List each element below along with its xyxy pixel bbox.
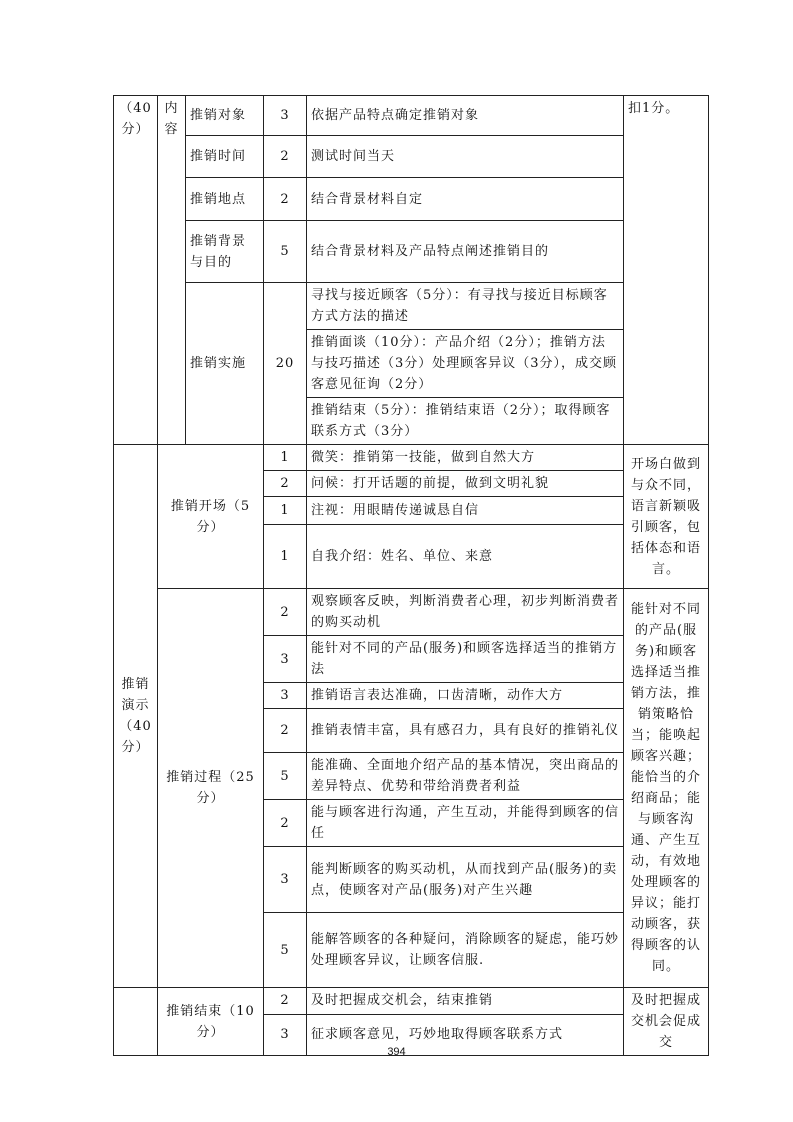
desc-cell: 能准确、全面地介绍产品的基本情况，突出商品的差异特点、优势和带给消费者利益 [307, 753, 624, 800]
desc-cell: 注视：用眼睛传递诚恳自信 [307, 497, 624, 525]
section2-outer-label: 推销演示（40分） [114, 445, 158, 988]
score-cell: 5 [264, 753, 307, 800]
score-cell: 5 [264, 913, 307, 988]
score-cell: 1 [264, 497, 307, 525]
group-label-opening: 推销开场（5分） [158, 445, 264, 589]
desc-cell: 微笑：推销第一技能，做到自然大方 [307, 445, 624, 471]
desc-cell: 征求顾客意见，巧妙地取得顾客联系方式 [307, 1014, 624, 1055]
item-label: 推销时间 [186, 136, 264, 178]
desc-cell: 自我介绍：姓名、单位、来意 [307, 525, 624, 589]
desc-cell: 观察顾客反映，判断消费者心理，初步判断消费者的购买动机 [307, 589, 624, 636]
desc-cell: 结合背景材料及产品特点阐述推销目的 [307, 221, 624, 283]
score-cell: 20 [264, 283, 307, 445]
score-cell: 3 [264, 683, 307, 709]
score-cell: 2 [264, 709, 307, 753]
section1-outer-label: （40分） [114, 96, 158, 445]
desc-cell: 能判断顾客的购买动机，从而找到产品(服务)的卖点，使顾客对产品(服务)对产生兴趣 [307, 847, 624, 913]
score-cell: 2 [264, 988, 307, 1015]
section1-inner-label: 内容 [158, 96, 186, 445]
score-cell: 5 [264, 221, 307, 283]
item-label: 推销背景与目的 [186, 221, 264, 283]
page-number: 394 [387, 1046, 406, 1058]
item-label: 推销实施 [186, 283, 264, 445]
score-cell: 2 [264, 136, 307, 178]
desc-cell: 及时把握成交机会，结束推销 [307, 988, 624, 1015]
score-cell: 2 [264, 800, 307, 847]
score-cell: 3 [264, 847, 307, 913]
group-note-opening: 开场白做到与众不同，语言新颖吸引顾客，包括体态和语言。 [624, 445, 709, 589]
score-cell: 2 [264, 471, 307, 497]
desc-cell: 推销语言表达准确，口齿清晰，动作大方 [307, 683, 624, 709]
desc-cell: 结合背景材料自定 [307, 178, 624, 221]
group-label-closing: 推销结束（10分） [158, 988, 264, 1056]
desc-cell: 推销面谈（10分）：产品介绍（2分）；推销方法与技巧描述（3分）处理顾客异议（3分），成交顾客意见征询（2分） [307, 330, 624, 398]
score-cell: 1 [264, 445, 307, 471]
score-cell: 3 [264, 96, 307, 136]
desc-cell: 推销表情丰富，具有感召力，具有良好的推销礼仪 [307, 709, 624, 753]
score-cell: 1 [264, 525, 307, 589]
scoring-table [113, 95, 709, 1056]
desc-cell: 能解答顾客的各种疑问，消除顾客的疑虑，能巧妙处理顾客异议，让顾客信服. [307, 913, 624, 988]
desc-cell: 推销结束（5分）：推销结束语（2分）；取得顾客联系方式（3分） [307, 398, 624, 445]
desc-cell: 测试时间当天 [307, 136, 624, 178]
group-label-process: 推销过程（25分） [158, 589, 264, 988]
desc-cell: 能与顾客进行沟通，产生互动，并能得到顾客的信任 [307, 800, 624, 847]
score-cell: 2 [264, 178, 307, 221]
item-label: 推销地点 [186, 178, 264, 221]
desc-cell: 依据产品特点确定推销对象 [307, 96, 624, 136]
section1-note: 扣1分。 [624, 96, 709, 445]
group-note-closing: 及时把握成交机会促成交 [624, 988, 709, 1056]
score-cell: 3 [264, 1014, 307, 1055]
desc-cell: 能针对不同的产品(服务)和顾客选择适当的推销方法 [307, 636, 624, 683]
desc-cell: 寻找与接近顾客（5分）：有寻找与接近目标顾客方式方法的描述 [307, 283, 624, 330]
score-cell: 3 [264, 636, 307, 683]
item-label: 推销对象 [186, 96, 264, 136]
group-note-process: 能针对不同的产品(服务)和顾客选择适当推销方法，推销策略恰当；能唤起顾客兴趣；能恰当的介绍商品；能与顾客沟通、产生互动，有效地处理顾客的异议；能打动顾客，获得顾客的认同。 [624, 589, 709, 988]
desc-cell: 问候：打开话题的前提，做到文明礼貌 [307, 471, 624, 497]
score-cell: 2 [264, 589, 307, 636]
